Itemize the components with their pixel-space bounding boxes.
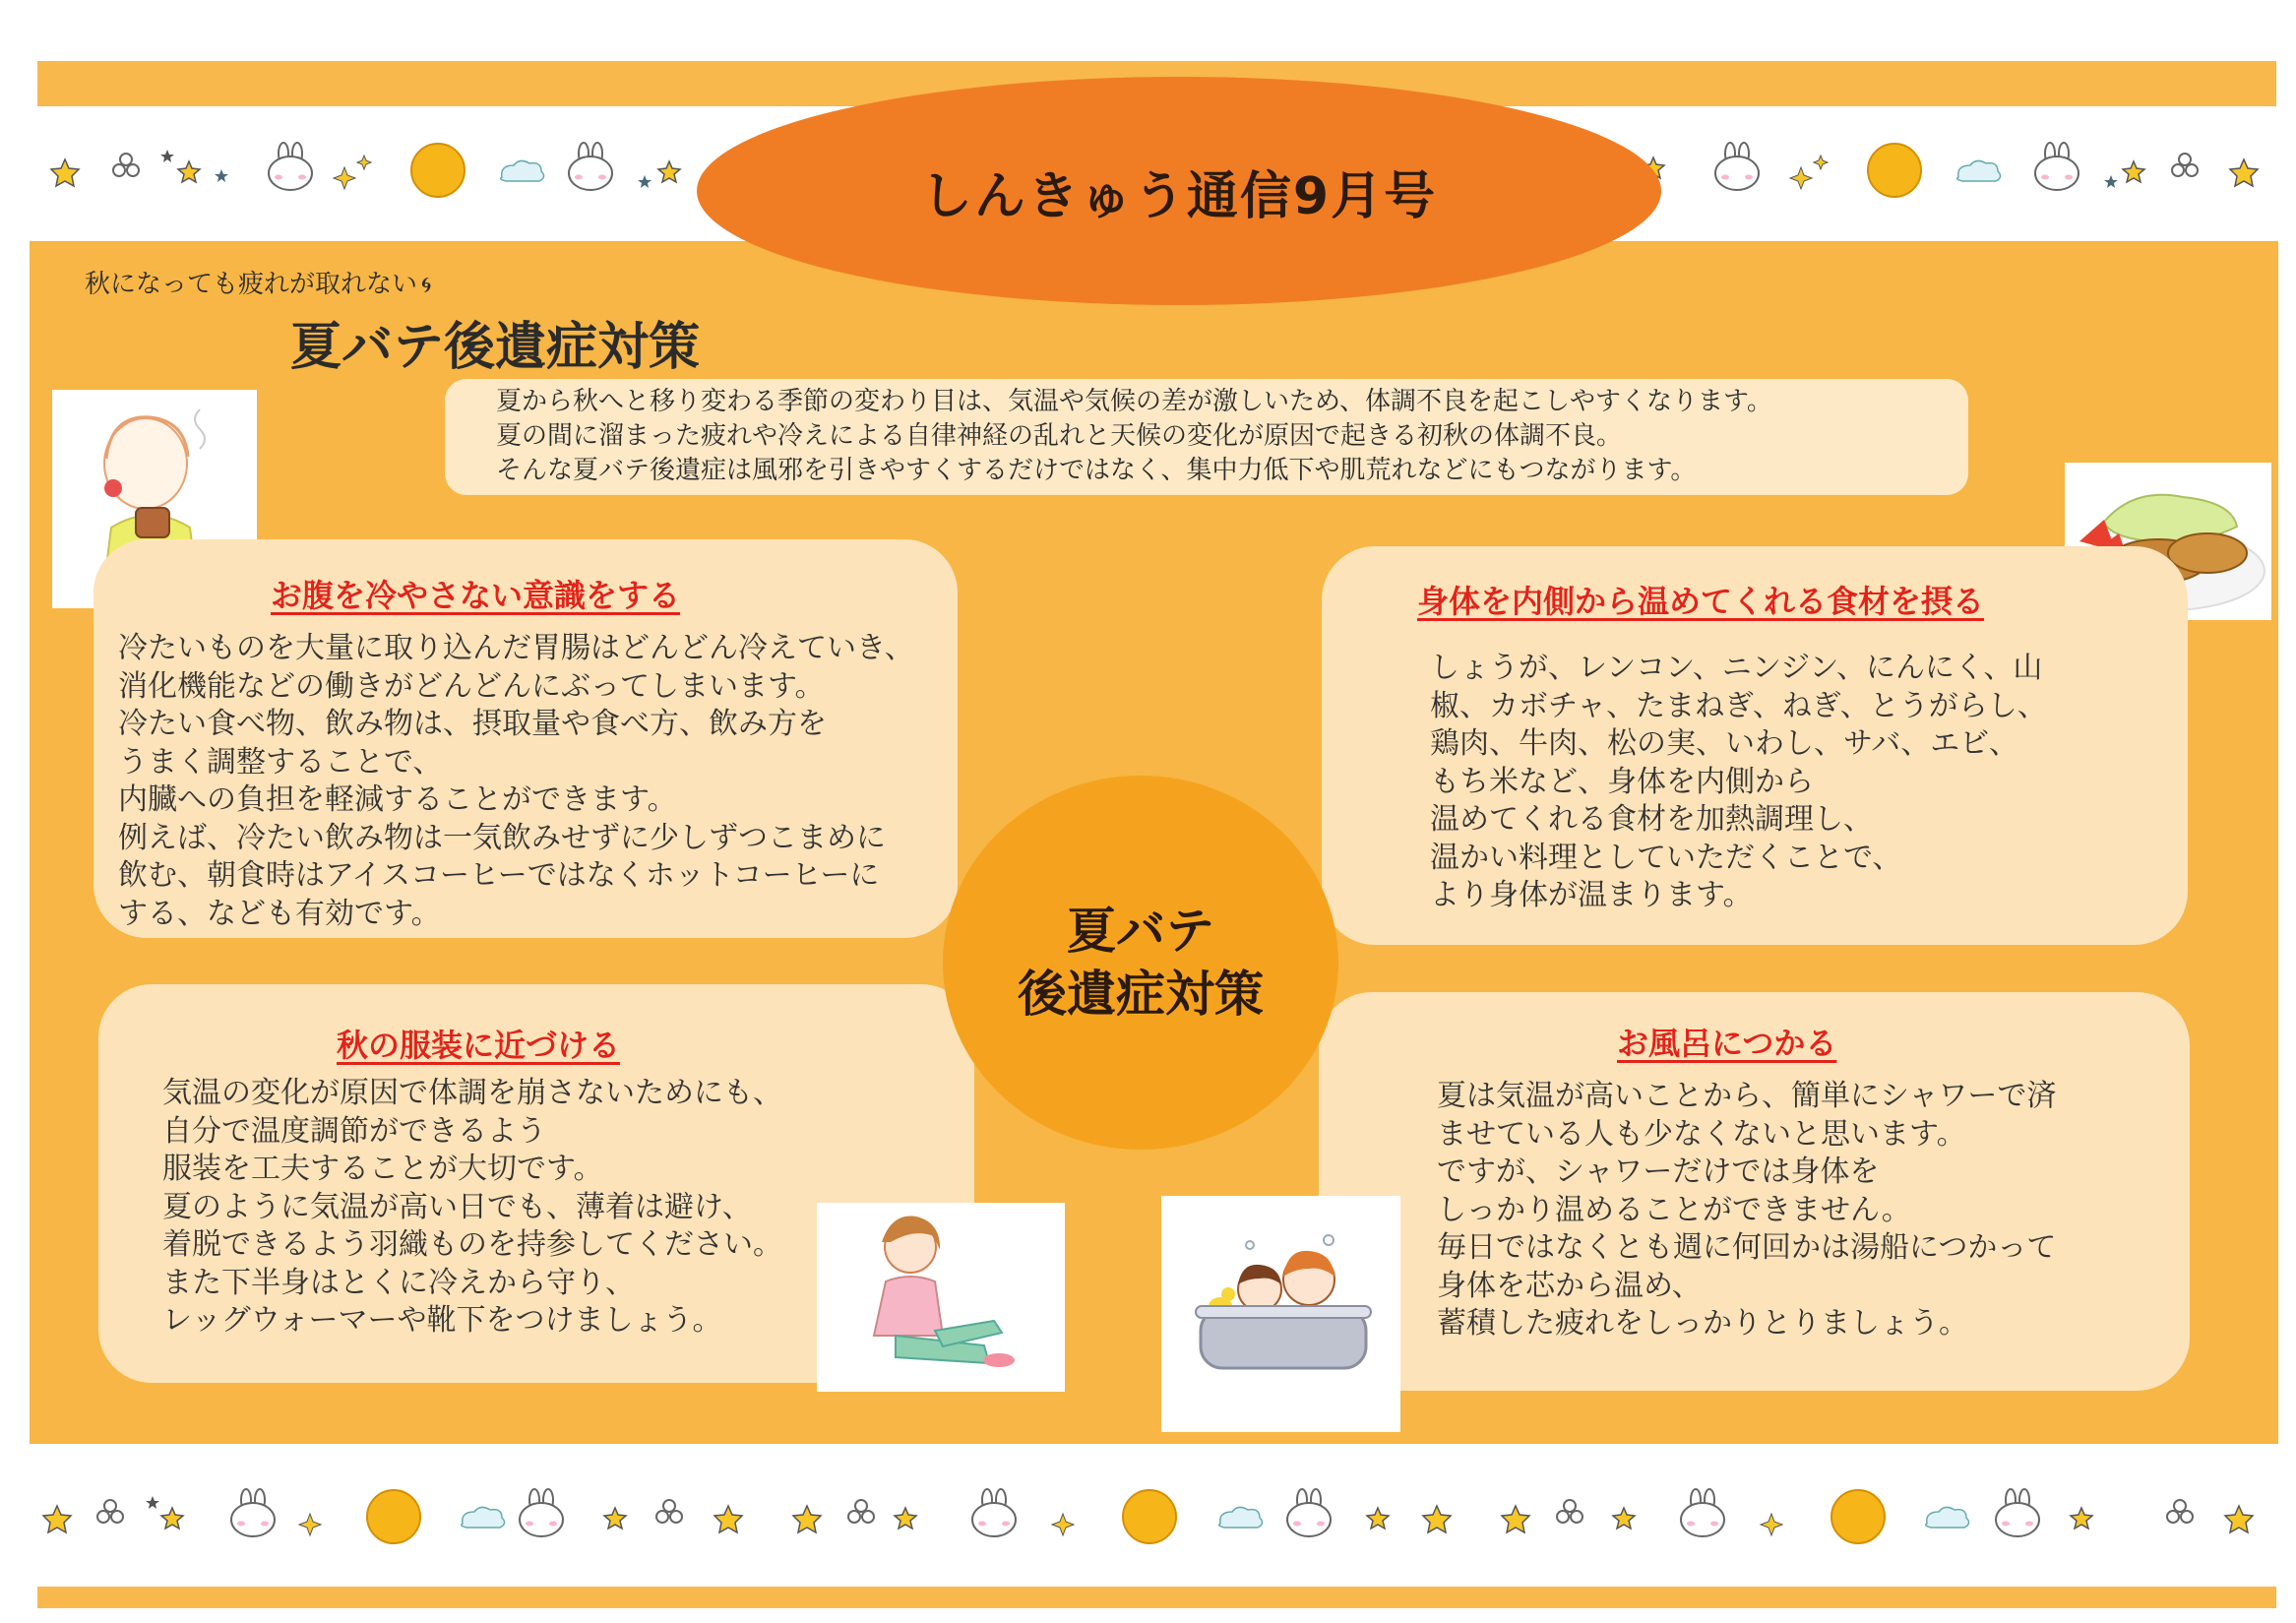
card-line: 服装を工夫することが大切です。 [162,1152,603,1186]
cloud-icon [1957,160,2001,181]
rabbit-icon [1681,1489,1724,1536]
star-icon [43,1506,71,1532]
dango-icon [848,1500,874,1523]
card-line: もち米など、身体を内側から [1430,764,1814,799]
card-title-stomach: お腹を冷やさない意識をする [271,577,681,614]
girl-sitting-icon [817,1203,1065,1392]
moon-icon [411,144,465,197]
swirl-icon: 🌀︎ [421,274,432,298]
card-body-bath [1437,1078,2056,1343]
card-line: 温かい料理としていただくことで、 [1430,840,1902,875]
rabbit-icon [231,1489,275,1536]
bathtub-icon [1161,1196,1400,1432]
card-line: レッグウォーマーや靴下をつけましょう。 [162,1303,722,1338]
rabbit-icon [1715,143,1759,190]
dango-icon [113,154,139,176]
card-line: 冷たい食べ物、飲み物は、摂取量や食べ方、飲み方を [118,707,827,741]
star-icon [51,159,79,186]
dango-icon [97,1500,123,1523]
card-title-warming-foods: 身体を内側から温めてくれる食材を摂る [1417,583,1985,620]
card-line: 夏のように気温が高い日でも、薄着は避け、 [162,1189,752,1224]
card-title-clothing: 秋の服装に近づける [337,1027,621,1064]
center-topic-circle [943,776,1338,1150]
star-icon [160,150,174,162]
dango-icon [2167,1500,2193,1523]
decoration-repeat-1 [43,1489,742,1543]
card-line: 消化機能などの働きがどんどんにぶってしまいます。 [118,668,825,704]
intro-line: 夏から秋へと移り変わる季節の変わり目は、気温や気候の差が激しいため、体調不良を起こしやすくなります。 [496,387,1772,416]
decoration-repeat-3 [1502,1489,2253,1543]
moon-icon [1868,144,1921,197]
card-line: 着脱できるよう羽織ものを持参してください。 [162,1227,782,1262]
star-icon [2225,1506,2253,1532]
moon-icon [367,1490,420,1543]
star-icon [1613,1508,1635,1529]
rabbit-icon [269,143,312,190]
star-icon [161,1508,183,1529]
star-icon [604,1508,626,1529]
dango-icon [1557,1500,1582,1523]
card-line: 身体を芯から温め、 [1437,1268,1702,1303]
decoration-repeat-2 [793,1489,1451,1543]
intro-lines [496,379,1968,488]
star-icon [2071,1508,2092,1529]
card-line: ませている人も少なくないと思います。 [1437,1116,1966,1152]
sparkle-icon [1790,167,1812,189]
card-line: 内臓への負担を軽減することができます。 [118,782,677,817]
card-line: しっかり温めることができません。 [1437,1192,1911,1227]
decoration-strip-bottom [39,1484,2273,1553]
decoration-group-right [1643,143,2258,197]
star-icon [1423,1506,1451,1532]
rabbit-icon [2035,143,2079,190]
card-line: 蓄積した疲れをしっかりとりましょう。 [1437,1306,1968,1341]
card-line: うまく調整することで、 [118,744,443,780]
sparkle-icon [299,1514,321,1535]
star-icon [2230,159,2258,186]
rabbit-icon [520,1489,563,1536]
decoration-group-left [51,143,680,197]
sparkle-icon [1052,1514,1074,1535]
card-line: より身体が温まります。 [1430,878,1753,912]
cloud-icon [462,1507,505,1528]
cloud-icon [501,160,544,181]
intro-subtitle: 秋になっても疲れが取れない 🌀︎ [85,270,432,299]
star-icon [215,169,228,182]
star-icon [2104,175,2118,188]
cloud-icon [1219,1507,1263,1528]
bottom-decoration-row [39,1484,2273,1553]
title-banner [697,77,1661,305]
card-line: 毎日ではなくとも週に何回かは湯船につかって [1437,1230,2057,1265]
intro-line: そんな夏バテ後遺症は風邪を引きやすくするだけではなく、集中力低下や肌荒れなどにもつながります。 [496,456,1697,485]
rabbit-icon [1287,1489,1331,1536]
star-icon [1367,1508,1389,1529]
star-icon [793,1506,821,1532]
star-icon [895,1508,916,1529]
rabbit-icon [569,143,612,190]
card-line: ですが、シャワーだけでは身体を [1437,1155,1880,1189]
rabbit-icon [972,1489,1016,1536]
card-line: しょうが、レンコン、ニンジン、にんにく、山 [1430,651,2043,685]
moon-icon [1831,1490,1885,1543]
card-line: 気温の変化が原因で体調を崩さないためにも、 [162,1076,782,1110]
card-body-stomach [118,630,914,933]
page-title: しんきゅう通信9月号 [920,166,1438,226]
card-body-warming-foods [1430,650,2047,915]
card-line: 自分で温度調節ができるよう [162,1113,546,1149]
bottom-stripe [37,1587,2276,1608]
card-line: 温めてくれる食材を加熱調理し、 [1430,802,1873,837]
intro-headline: 夏バテ後遺症対策 [290,318,701,377]
rabbit-icon [1996,1489,2039,1536]
card-line: 椒、カボチャ、たまねぎ、ねぎ、とうがらし、 [1430,688,2047,723]
sparkle-icon [1814,156,1828,169]
star-icon [146,1496,159,1509]
bath-illustration [1161,1196,1400,1432]
star-icon [1502,1506,1529,1532]
card-title-bath: お風呂につかる [1617,1025,1837,1062]
card-line: 例えば、冷たい飲み物は一気飲みせずに少しずつこまめに [118,820,886,855]
star-icon [178,161,200,182]
intro-text-box [445,379,1968,495]
sparkle-icon [1761,1514,1782,1535]
star-icon [2123,161,2144,182]
star-icon [638,175,652,188]
card-line: 冷たいものを大量に取り込んだ胃腸はどんどん冷えていき、 [118,631,914,665]
cloud-icon [1926,1507,1969,1528]
girl-legwarmer-illustration [817,1203,1065,1392]
card-line: 夏は気温が高いことから、簡単にシャワーで済 [1437,1079,2057,1113]
center-line-1: 夏バテ [1067,903,1214,960]
intro-line: 夏の間に溜まった疲れや冷えによる自律神経の乱れと天候の変化が原因で起きる初秋の体調不良。 [496,421,1623,451]
moon-icon [1123,1490,1176,1543]
card-line: 鶏肉、牛肉、松の実、いわし、サバ、エビ、 [1430,726,2018,761]
star-icon [658,161,680,182]
dango-icon [2172,154,2198,176]
star-icon [714,1506,742,1532]
center-line-2: 後遺症対策 [1018,966,1264,1023]
sparkle-icon [357,156,371,169]
card-line: また下半身はとくに冷えから守り、 [162,1265,635,1300]
card-line: 飲む、朝食時はアイスコーヒーではなくホットコーヒーに [118,858,880,893]
card-body-clothing [162,1075,782,1341]
dango-icon [656,1500,682,1523]
card-line: する、なども有効です。 [118,896,441,931]
sparkle-icon [334,167,355,189]
